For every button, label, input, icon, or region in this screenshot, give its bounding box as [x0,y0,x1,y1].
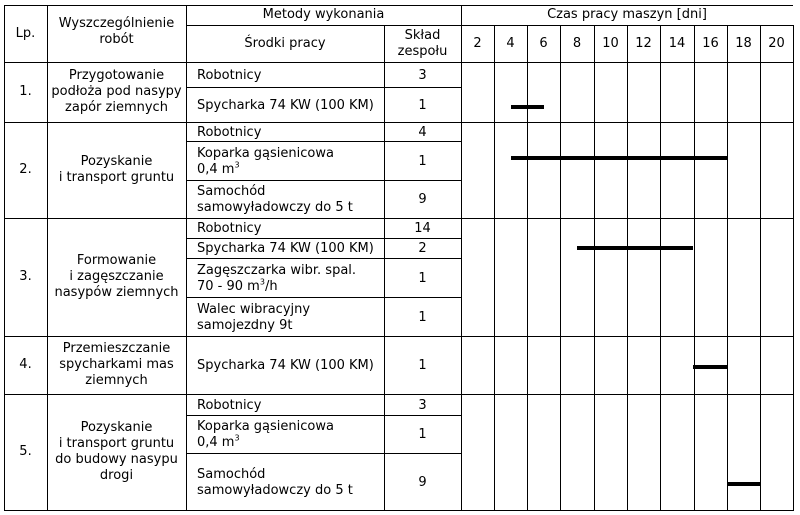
work-description: do budowy nasypu [55,452,178,467]
day-gridline [660,25,661,510]
day-tick-label: 16 [702,35,719,51]
crew-count: 2 [418,241,427,256]
means-row-divider [186,297,461,298]
work-description: Przemieszczanie [62,341,171,356]
day-gridline [793,25,794,510]
row-divider [4,394,793,395]
means-label-text: 0,4 m [197,435,235,450]
means-label [197,263,356,279]
means-label-text: Walec wibracyjny [197,301,311,317]
methods-header: Metody wykonania [262,7,385,22]
means-row-divider [186,415,461,416]
crew-count: 1 [418,309,427,325]
means-label [197,98,374,114]
gantt-bar [511,105,544,109]
column-divider [461,5,462,510]
means-label-text: Spycharka 74 KW (100 KM) [197,241,374,256]
means-label-text: Robotnicy [197,124,262,140]
day-tick-label: 18 [735,35,752,51]
day-tick-label: 6 [539,35,548,51]
work-description: Przygotowanie [68,68,165,83]
work-description: drogi [99,468,134,483]
means-row-divider [186,180,461,181]
work-description: i zagęszczanie [69,269,164,284]
means-label-text: Robotnicy [197,221,262,236]
unit-superscript: 3 [234,433,240,443]
unit-superscript: 3 [259,277,265,287]
means-label-text: samojezdny 9t [197,317,293,333]
gantt-bar [693,365,726,369]
day-gridline [527,25,528,510]
row-divider [4,336,793,337]
means-label-text: Samochód [197,466,266,482]
works-header: robót [99,31,134,47]
row-number: 3. [19,269,32,284]
day-tick-label: 12 [635,35,652,51]
means-label-text: Robotnicy [197,67,262,83]
crew-count: 9 [418,474,427,490]
unit-suffix: /h [264,278,278,294]
means-label [197,398,261,414]
means-row-divider [186,87,461,88]
means-label [197,467,265,483]
day-tick-label: 4 [506,35,515,51]
work-description: i transport gruntu [58,436,175,451]
time-header: Czas pracy maszyn [dni] [547,7,707,22]
header-bottom-line [4,62,793,63]
day-tick-label: 8 [572,35,582,51]
means-label-text: Zagęszczarka wibr. spal. [197,262,357,278]
means-label-text: 70 - 90 m [197,278,260,294]
means-label-text: samowyładowczy do 5 t [197,482,353,498]
work-description: Pozyskanie [80,154,153,169]
day-gridline [760,25,761,510]
table-border-top [4,5,793,6]
work-description: ziemnych [85,373,148,388]
crew-count: 3 [418,397,427,413]
work-description: zapór ziemnych [65,100,168,115]
means-row-divider [186,141,461,142]
crew-count: 9 [418,192,427,207]
crew-count: 1 [418,427,427,442]
row-number: 5. [19,444,32,459]
unit-superscript: 3 [234,160,240,170]
means-label [197,358,374,374]
means-label [197,483,353,499]
means-label-text: Koparka gąsienicowa [197,419,334,434]
day-gridline [560,25,561,510]
means-label [197,125,261,141]
means-label-text: 0,4 m [197,161,235,177]
means-label [197,435,240,451]
crew-count: 1 [418,153,427,169]
row-divider [4,218,793,219]
means-label [197,184,265,200]
work-description: Pozyskanie [80,420,153,435]
means-row-divider [186,258,461,259]
work-description: spycharkami mas [59,357,174,372]
day-gridline [594,25,595,510]
crew-count: 1 [418,270,427,286]
row-number: 2. [19,162,32,177]
means-header: Środki pracy [244,35,326,51]
work-description: i transport gruntu [58,170,175,185]
means-label [197,68,261,84]
crew-count: 14 [414,221,431,236]
means-label [197,318,292,334]
means-label [197,419,334,435]
day-tick-label: 14 [668,35,686,51]
table-border-left [4,5,5,510]
header-divider [186,25,461,26]
row-divider [4,122,793,123]
day-tick-label: 20 [768,35,785,51]
gantt-bar [577,246,693,250]
means-label [197,146,334,162]
gantt-bar [727,482,760,486]
means-label-text: Spycharka 74 KW (100 KM) [197,358,374,373]
crew-count: 1 [418,97,427,113]
day-tick-label: 10 [602,35,619,51]
day-gridline [694,25,695,510]
work-description: Formowanie [76,253,157,268]
crew-header: Skład [404,27,441,43]
means-label [197,241,374,257]
works-header: Wyszczególnienie [58,15,175,31]
means-label [197,302,310,318]
gantt-bar [511,156,727,160]
day-gridline [627,25,628,510]
row-divider [4,510,793,511]
column-divider [47,5,48,510]
means-label [197,279,278,295]
means-label-text: Samochód [197,184,266,199]
means-label-text: Koparka gąsienicowa [197,145,334,161]
row-number: 4. [19,357,32,372]
work-description: podłoża pod nasypy [51,84,182,99]
crew-count: 4 [418,124,427,140]
crew-header: zespołu [397,43,448,59]
work-description: nasypów ziemnych [54,285,179,300]
means-label-text: Robotnicy [197,397,262,413]
day-gridline [727,25,728,510]
crew-count: 1 [418,358,427,373]
means-label [197,162,240,178]
means-label-text: samowyładowczy do 5 t [197,200,353,215]
means-row-divider [186,453,461,454]
means-label-text: Spycharka 74 KW (100 KM) [197,97,374,113]
day-tick-label: 2 [473,35,482,51]
means-label [197,221,261,237]
means-row-divider [186,238,461,239]
lp-header: Lp. [15,25,36,41]
crew-count: 3 [418,67,427,83]
row-number: 1. [19,84,32,99]
day-gridline [494,25,495,510]
means-label [197,200,353,216]
